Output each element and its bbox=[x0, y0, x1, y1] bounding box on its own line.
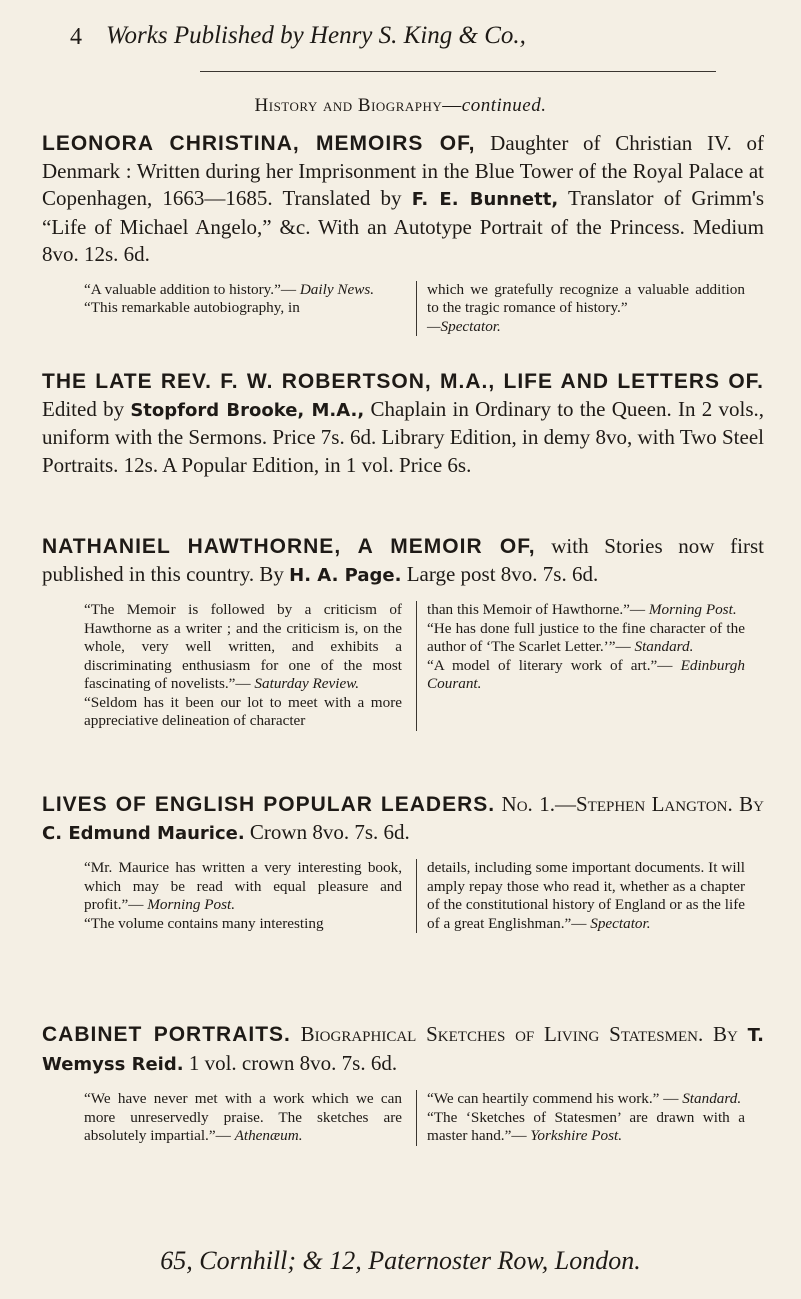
book-entry bbox=[42, 130, 764, 336]
quote-column-left bbox=[84, 859, 402, 933]
quote-source: Saturday Review. bbox=[254, 675, 359, 692]
quote-text: “The ‘Sketches of Statesmen’ are drawn with a master hand.”— bbox=[427, 1108, 745, 1144]
quote-source: Yorkshire Post. bbox=[530, 1127, 623, 1144]
entry-description bbox=[42, 1021, 764, 1078]
quote-text: “We have never met with a work which we can more unreservedly praise. The sketches are absolutely impartial.”— bbox=[84, 1090, 402, 1144]
press-quotes bbox=[84, 1090, 764, 1146]
entry-description bbox=[42, 791, 764, 847]
quote-text: “A valuable addition to history.”— bbox=[84, 280, 297, 298]
entry-body: No. 1.—Stephen Langton. By bbox=[501, 792, 764, 816]
entry-title: NATHANIEL HAWTHORNE, A MEMOIR OF, bbox=[42, 535, 536, 558]
quote-text: “This remarkable autobiography, in bbox=[84, 299, 300, 316]
quote-column-left bbox=[84, 281, 402, 337]
press-quotes bbox=[84, 601, 764, 731]
quote-source: Standard. bbox=[634, 638, 694, 655]
entry-title: LEONORA CHRISTINA, MEMOIRS OF, bbox=[42, 132, 476, 155]
quote-source: Daily News. bbox=[299, 280, 375, 298]
quote-column-left bbox=[84, 601, 402, 731]
entry-body: Daughter of Christian IV. of Denmark : Written during her Imprisonment in the Blue Tower of the Royal Palace at Copenhagen, 1663—1685. Translated by bbox=[42, 131, 764, 210]
quote-source: Spectator. bbox=[590, 914, 651, 932]
entry-body-continued: Crown 8vo. 7s. 6d. bbox=[249, 819, 410, 844]
entry-author: H. A. Page. bbox=[289, 564, 402, 586]
book-entry bbox=[42, 368, 764, 479]
publisher-address: 65, Cornhill; & 12, Paternoster Row, London. bbox=[160, 1246, 641, 1275]
quote-source: Morning Post. bbox=[648, 601, 737, 618]
entry-author: C. Edmund Maurice. bbox=[42, 822, 245, 844]
entry-author: F. E. Bunnett, bbox=[411, 189, 559, 210]
quote-source: Standard. bbox=[682, 1090, 742, 1107]
entry-author: T. Wemyss Reid. bbox=[42, 1025, 765, 1075]
quote-column-left bbox=[84, 1090, 402, 1146]
quote-column-right bbox=[416, 281, 745, 337]
entry-body: Edited by bbox=[42, 396, 125, 421]
press-quotes bbox=[84, 859, 764, 933]
entry-body-continued: Chaplain in Ordinary to the Queen. In 2 vols., uniform with the Sermons. Price 7s. 6d. Library Edition, in demy 8vo, with Two Steel Portraits. 12s. A Popular Edition, in 1 vol. Price 6s. bbox=[42, 396, 765, 477]
page-header bbox=[0, 20, 801, 56]
quote-text: details, including some important documents. It will amply repay those who read it, whether as a chapter of the constitutional history of England or as the life of a great Englishman.”— bbox=[427, 859, 745, 932]
book-entry bbox=[42, 1021, 764, 1146]
section-heading: History and Biography—continued. bbox=[254, 95, 547, 116]
entry-description bbox=[42, 130, 764, 269]
running-title: Works Published by Henry S. King & Co., bbox=[106, 22, 526, 49]
entry-description bbox=[42, 368, 764, 479]
entry-body: with Stories now first published in this country. By bbox=[42, 534, 764, 586]
entry-body-continued: Large post 8vo. 7s. 6d. bbox=[406, 561, 599, 586]
header-rule bbox=[200, 71, 716, 72]
quote-source: Edinburgh Courant. bbox=[427, 656, 745, 692]
entry-body-continued: Translator of Grimm's “Life of Michael Angelo,” &c. With an Autotype Portrait of the Princess. Medium 8vo. 12s. 6d. bbox=[42, 186, 765, 266]
quote-source: Athenæum. bbox=[234, 1127, 303, 1144]
section-title: History and Biography bbox=[254, 95, 443, 116]
quote-text: “Seldom has it been our lot to meet with a more appreciative delineation of character bbox=[84, 693, 402, 729]
quote-text: “He has done full justice to the fine character of the author of ‘The Scarlet Letter.’”— bbox=[427, 619, 745, 655]
entry-title: LIVES OF ENGLISH POPULAR LEADERS. bbox=[42, 793, 496, 816]
quote-text: “A model of literary work of art.”— bbox=[427, 656, 673, 674]
quote-text: “We can heartily commend his work.” — bbox=[427, 1090, 679, 1107]
entry-description bbox=[42, 533, 764, 589]
entry-author: Stopford Brooke, M.A., bbox=[130, 399, 365, 421]
entry-title: THE LATE REV. F. W. ROBERTSON, M.A., LIFE AND LETTERS OF. bbox=[42, 370, 764, 393]
quote-column-right bbox=[416, 601, 745, 731]
entry-title: CABINET PORTRAITS. bbox=[42, 1023, 291, 1046]
quote-text: “The volume contains many interesting bbox=[84, 914, 324, 932]
entry-body: Biographical Sketches of Living Statesmen. By bbox=[300, 1022, 738, 1046]
book-entry bbox=[42, 791, 764, 933]
quote-source: —Spectator. bbox=[427, 317, 501, 335]
quote-text: which we gratefully recognize a valuable addition to the tragic romance of history.” bbox=[427, 280, 745, 316]
quote-text: “Mr. Maurice has written a very interesting book, which may be read with equal pleasure and profit.”— bbox=[84, 859, 402, 913]
book-entry bbox=[42, 533, 764, 731]
quote-column-right bbox=[416, 1090, 745, 1146]
quote-column-right bbox=[416, 859, 745, 933]
page-number: 4 bbox=[70, 24, 82, 50]
quote-text: “The Memoir is followed by a criticism of Hawthorne as a writer ; and the criticism is, on the whole, very well written, and exhibits a discriminating enthusiasm for one of the most fascinating of novelists.”— bbox=[84, 601, 402, 692]
press-quotes bbox=[84, 281, 764, 337]
quote-text: than this Memoir of Hawthorne.”— bbox=[427, 601, 646, 618]
section-continued: continued. bbox=[461, 95, 547, 116]
entry-body-continued: 1 vol. crown 8vo. 7s. 6d. bbox=[188, 1050, 398, 1075]
quote-source: Morning Post. bbox=[147, 896, 236, 913]
